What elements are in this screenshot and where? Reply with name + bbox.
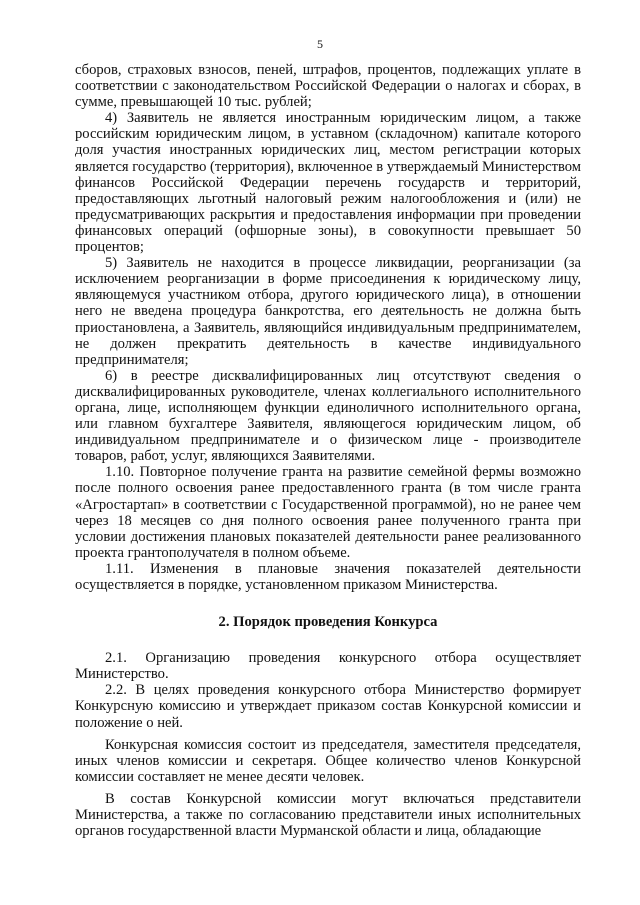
document-body xyxy=(75,62,581,839)
paragraph-2-1: 2.1. Организацию проведения конкурсного отбора осуществляет Министерство. xyxy=(75,650,581,683)
paragraph-item-6: 6) в реестре дисквалифицированных лиц отсутствуют сведения о дисквалифицированных руководителе, членах коллегиального исполнительного органа, лице, исполняющем функции единоличного исполнительного органа, или главном бухгалтере Заявителя, являющегося юридическим лицом, об индивидуальном предпринимателе и о физическом лице - производителе товаров, работ, услуг, являющихся Заявителями. xyxy=(75,367,581,465)
paragraph-commission-members: В состав Конкурсной комиссии могут включаться представители Министерства, а также по согласованию представители иных исполнительных органов государственной власти Мурманской области и лица, обладающие xyxy=(75,790,581,840)
section-heading: 2. Порядок проведения Конкурса xyxy=(218,614,438,631)
paragraph-item-5: 5) Заявитель не находится в процессе ликвидации, реорганизации (за исключением реорганизации в форме присоединения к юридическому лицу, являющемуся участником отбора, другого юридического лица), в отношении него не введена процедура банкротства, его деятельность не должна быть приостановлена, а Заявитель, являющийся индивидуальным предпринимателем, не должен прекратить деятельность в качестве индивидуального предпринимателя; xyxy=(75,255,581,368)
paragraph-2-2: 2.2. В целях проведения конкурсного отбора Министерство формирует Конкурсную комиссию и утверждает приказом состав Конкурсной комиссии и положение о ней. xyxy=(75,682,581,731)
paragraph-continuation: сборов, страховых взносов, пеней, штрафов, процентов, подлежащих уплате в соответствии с законодательством Российской Федерации о налогах и сборах, в сумме, превышающей 10 тыс. рублей; xyxy=(75,62,581,111)
paragraph-item-4: 4) Заявитель не является иностранным юридическим лицом, а также российским юридическим лицом, в уставном (складочном) капитале которого доля участия иностранных юридических лиц, местом регистрации которых является государство (территория), включенное в утверждаемый Министерством финансов Российской Федерации перечень государств и территорий, предоставляющих льготный налоговый режим налогообложения и (или) не предусматривающих раскрытия и предоставления информации при проведении финансовых операций (офшорные зоны), в совокупности превышает 50 процентов; xyxy=(75,110,581,256)
page-number: 5 xyxy=(317,37,323,51)
paragraph-1-10: 1.10. Повторное получение гранта на развитие семейной фермы возможно после полного освоения ранее предоставленного гранта (в том числе гранта «Агростартап» в соответствии с Государственной программой), но не ранее чем через 18 месяцев со дня полного освоения ранее полученного гранта при условии достижения плановых показателей деятельности ранее реализованного проекта грантополучателя в полном объеме. xyxy=(75,464,581,561)
paragraph-commission-composition: Конкурсная комиссия состоит из председателя, заместителя председателя, иных членов комиссии и секретаря. Общее количество членов Конкурсной комиссии составляет не менее десяти человек. xyxy=(75,736,581,785)
paragraph-1-11: 1.11. Изменения в плановые значения показателей деятельности осуществляется в порядке, установленном приказом Министерства. xyxy=(75,560,581,593)
